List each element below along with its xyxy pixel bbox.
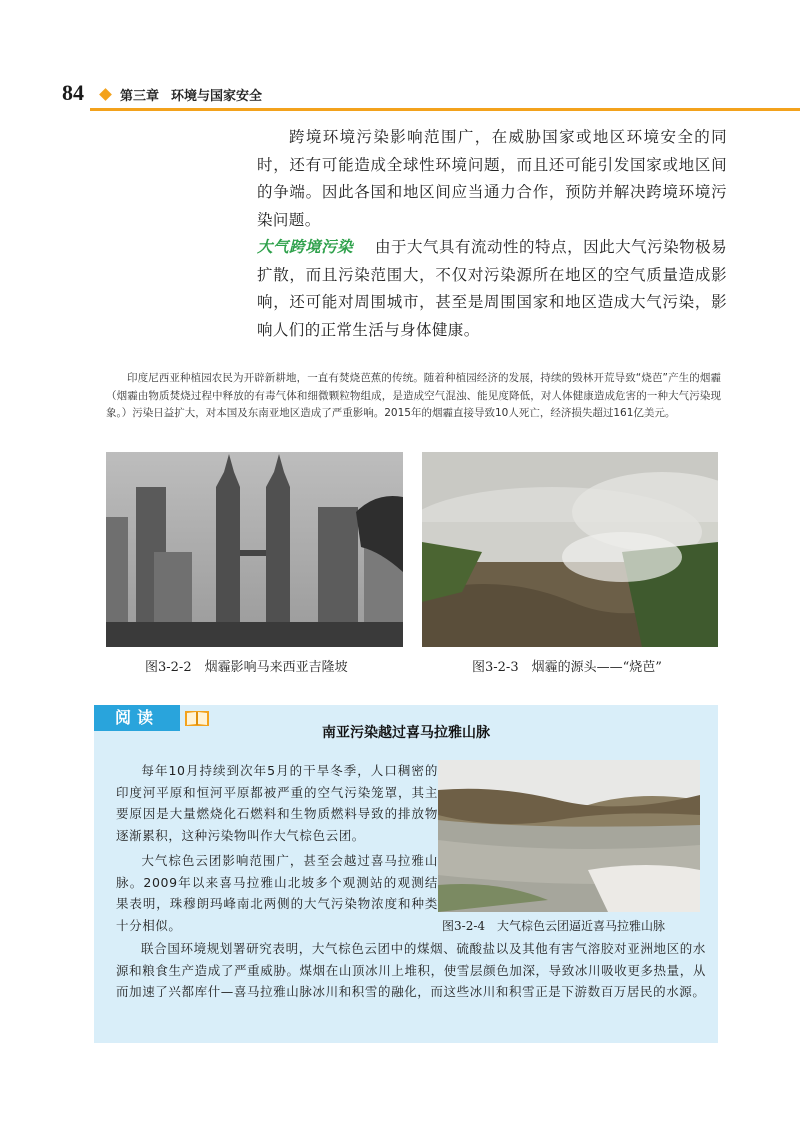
page-header: [0, 0, 800, 115]
reading-paragraph-3: [116, 938, 706, 1003]
photo-slash-and-burn: [422, 452, 718, 647]
intro-paragraph-2: [257, 234, 727, 344]
reading-paragraph-1: [116, 760, 438, 847]
intro-paragraph-1-text: 跨境环境污染影响范围广，在威胁国家或地区环境安全的同时，还有可能造成全球性环境问题，而且还可能引发国家或地区间的争端。因此各国和地区间应当通力合作，预防并解决跨境环境污染问题。: [257, 128, 727, 229]
chapter-title: 环境与国家安全: [171, 89, 263, 104]
figure-caption-3-2-2: 图3-2-2 烟霾影响马来西亚吉隆坡: [145, 660, 348, 675]
reading-paragraph-1-text: 每年10月持续到次年5月的干旱冬季，人口稠密的印度河平原和恒河平原都被严重的空气污染笼罩，其主要原因是大量燃烧化石燃料和生物质燃料导致的排放物逐渐累积，这种污染物叫作大气棕色云团。: [116, 763, 438, 844]
chapter-heading: [120, 85, 262, 104]
reading-tag: 阅读: [94, 705, 180, 731]
photo-kuala-lumpur-haze: [106, 452, 403, 647]
intro-paragraph-1: [257, 124, 727, 234]
intro-paragraph-2-text: 由于大气具有流动性的特点，因此大气污染物极易扩散，而且污染范围大，不仅对污染源所在地区的空气质量造成影响，还可能对周围城市，甚至是周围国家和地区造成大气污染，影响人们的正常生活与身体健康。: [257, 238, 727, 339]
reading-paragraph-2: [116, 850, 438, 937]
figure-caption-3-2-3: 图3-2-3 烟霾的源头——“烧芭”: [472, 660, 662, 675]
diamond-icon: [99, 88, 112, 101]
reading-title: 南亚污染越过喜马拉雅山脉: [322, 725, 490, 741]
reading-box: [94, 705, 718, 1043]
page-number: 84: [62, 80, 84, 105]
chapter-label: 第三章: [120, 89, 160, 104]
reading-paragraph-2-text: 大气棕色云团影响范围广，甚至会越过喜马拉雅山脉。2009年以来喜马拉雅山北坡多个观测站的观测结果表明，珠穆朗玛峰南北两侧的大气污染物浓度和种类十分相似。: [116, 853, 438, 934]
reading-paragraph-3-text: 联合国环境规划署研究表明，大气棕色云团中的煤烟、硫酸盐以及其他有害气溶胶对亚洲地区的水源和粮食生产造成了严重威胁。煤烟在山顶冰川上堆积，使雪层颜色加深，导致冰川吸收更多热量，从而加速了兴都库什—喜马拉雅山脉冰川和积雪的融化，而这些冰川和积雪正是下游数百万居民的水源。: [116, 941, 706, 1000]
figure-caption-3-2-4: 图3-2-4 大气棕色云团逼近喜马拉雅山脉: [442, 919, 666, 933]
header-divider: [90, 108, 800, 111]
section-keyword: 大气跨境污染: [257, 238, 354, 256]
photo-brown-cloud-himalaya: [438, 760, 700, 912]
case-caption: 印度尼西亚种植园农民为开辟新耕地，一直有焚烧芭蕉的传统。随着种植园经济的发展，持续的毁林开荒导致“烧芭”产生的烟霾（烟霾由物质焚烧过程中释放的有毒气体和细微颗粒物组成，是造成空气混浊、能见度降低，对人体健康造成危害的一种大气污染现象。）污染日益扩大，对本国及东南亚地区造成了严重影响。2015年的烟霾直接导致10人死亡，经济损失超过161亿美元。: [106, 372, 721, 419]
